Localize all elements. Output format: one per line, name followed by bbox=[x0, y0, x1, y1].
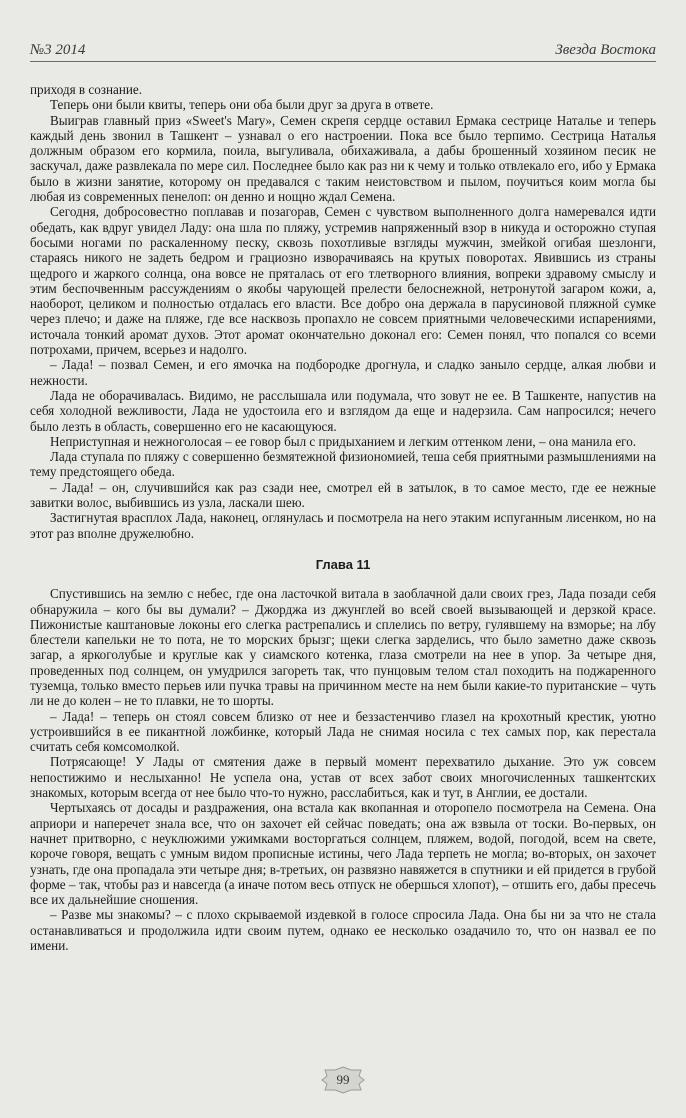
paragraph: Неприступная и нежноголосая – ее говор был с придыханием и легким оттенком лени, – она манила его. bbox=[50, 433, 637, 449]
paragraph: Лада не оборачивалась. Видимо, не расслышала или подумала, что зовут не ее. В Ташкенте, напустив на себя холодной вежливости, Лада не удостоила его и взглядом да еще и надерзила. Сам напросился; нечего было лезть в область, совершенно его не касающуюся. bbox=[30, 387, 656, 434]
paragraph: Теперь они были квиты, теперь они оба были друг за друга в ответе. bbox=[50, 97, 434, 113]
paragraph: – Разве мы знакомы? – с плохо скрываемой издевкой в голосе спросила Лада. Она бы ни за что не стала останавливаться и продолжила идти своим путем, однако ее несколько озадачило то, что он назвал ее по имени. bbox=[30, 907, 656, 954]
page-number-badge bbox=[321, 1066, 365, 1094]
page-number: 99 bbox=[336, 1072, 350, 1087]
paragraph: Застигнутая врасплох Лада, наконец, оглянулась и посмотрела на него этаким испуганным лисенком, но на этот раз вполне дружелюбно. bbox=[30, 510, 656, 541]
paragraph: Спустившись на землю с небес, где она ласточкой витала в заоблачной дали своих грез, Лада позади себя обнаружила – кого бы вы думали? – Джорджа из джунглей во всей своей вызывающей и дерзкой красе. Пижонистые каштановые локоны его слегка растрепались и сплелись по ветру, гулявшему на взморье; на лбу блестели капельки не то пота, не то морских брызг; щеки слегка зарделись, что было заметно даже сквозь загар, а яркоголубые и круглые как у сиамского котенка, глаза смотрели на нее в упор. За четыре дня, проведенных под солнцем, он умудрился загореть так, что пунцовым телом стал походить на поджаренного туземца, только вместо перьев или пучка травы на причинном месте на нем были какие-то пуританские – чуть ли не до колен – не то плавки, не то шорты. bbox=[30, 586, 656, 709]
running-header bbox=[30, 38, 656, 62]
paragraph: – Лада! – теперь он стоял совсем близко от нее и беззастенчиво глазел на крохотный крестик, уютно устроившийся в ее пикантной ложбинке, который Лада не снимая носила с тех самых пор, как перестала считать себя комсомолкой. bbox=[30, 708, 656, 755]
paragraph: Выиграв главный приз «Sweet's Mary», Семен скрепя сердце оставил Ермака сестрице Наталье и теперь каждый день звонил в Ташкент – узнавал о его настроении. Пока все было терпимо. Сестрица Наталья должным образом его кормила, поила, выгуливала, обихаживала, а дабы брошенный хозяином песик не заскучал, даже развлекала по мере сил. Последнее было как раз ни к чему и только отвлекало его, ибо у Ермака было в жизни занятие, которому он предавался с таким неистовством и пылом, поучиться коим могла бы любая из современных пенелоп: он денно и нощно ждал Семена. bbox=[30, 112, 656, 205]
paragraph: – Лада! – он, случившийся как раз сзади нее, смотрел ей в затылок, в то самое место, где ее нежные завитки волос, выбившись из узла, ласкали шею. bbox=[30, 479, 656, 511]
chapter-heading: Глава 11 bbox=[315, 556, 371, 572]
paragraph: – Лада! – позвал Семен, и его ямочка на подбородке дрогнула, и сладко заныло сердце, алкая любви и нежности. bbox=[30, 357, 656, 388]
paragraph: Лада ступала по пляжу с совершенно безмятежной физиономией, теша себя приятными размышлениями на тему предстоящего обеда. bbox=[30, 449, 656, 480]
paragraph: Чертыхаясь от досады и раздражения, она встала как вкопанная и оторопело посмотрела на Семена. Она априори и наперечет знала все, что он захочет ей сейчас поведать; она аж взвыла от тоски. Во-первых, он начнет притворно, с неуклюжими ужимками восторгаться солнцем, пляжем, водой, погодой, всем на свете, короче говоря, вещать с умным видом прописные истины, чего Лада терпеть не могла; во-вторых, он захочет узнать, где она пропадала эти четыре дня; в-третьих, он развязно навяжется в спутники и ей придется в грубой форме – так, чтобы раз и навсегда (а иначе потом весь отпуск не обершься хлопот), – отшить его, дабы пресечь все их дальнейшие сношения. bbox=[30, 800, 656, 908]
issue-number: №3 2014 bbox=[30, 42, 86, 58]
paragraph: приходя в сознание. bbox=[30, 82, 143, 97]
article-body bbox=[30, 82, 656, 953]
paragraph: Сегодня, добросовестно поплавав и позагорав, Семен с чувством выполненного долга намеревался идти обедать, как вдруг увидел Ладу: она шла по пляжу, устремив напряженный взор в никуда и осторожно ступая босыми ногами по раскаленному песку, сквозь похотливые взгляды мужчин, змейкой огибая шезлонги, стараясь никого не задеть бедром и грациозно изворачиваясь на крутых поворотах. Явившись из страны щедрого и жаркого солнца, она вовсе не пряталась от его тлетворного влияния, вопреки здравому смыслу и этим беспочвенным рассуждениям о якобы чарующей прелести белоснежной, нетронутой загаром кожи, а, наоборот, целиком и полностью отдалась его власти. Все добро она держала в парусиновой пляжной сумке через плечо; и даже на пляже, где все насквозь пропахло не совсем приятными человеческими испарениями, источала тонкий аромат духов. Этот аромат окончательно доконал его: Семен понял, что попался со всеми потрохами, причем, всерьез и надолго. bbox=[30, 204, 656, 358]
journal-title: Звезда Востока bbox=[555, 42, 656, 58]
paragraph: Потрясающе! У Лады от смятения даже в первый момент перехватило дыхание. Это уж совсем непостижимо и неслыханно! Не успела она, устав от всех забот своих многочисленных ташкентских знакомых, которым всегда от нее было что-то нужно, расслабиться, как и тут, в Англии, ее достали. bbox=[30, 754, 656, 801]
